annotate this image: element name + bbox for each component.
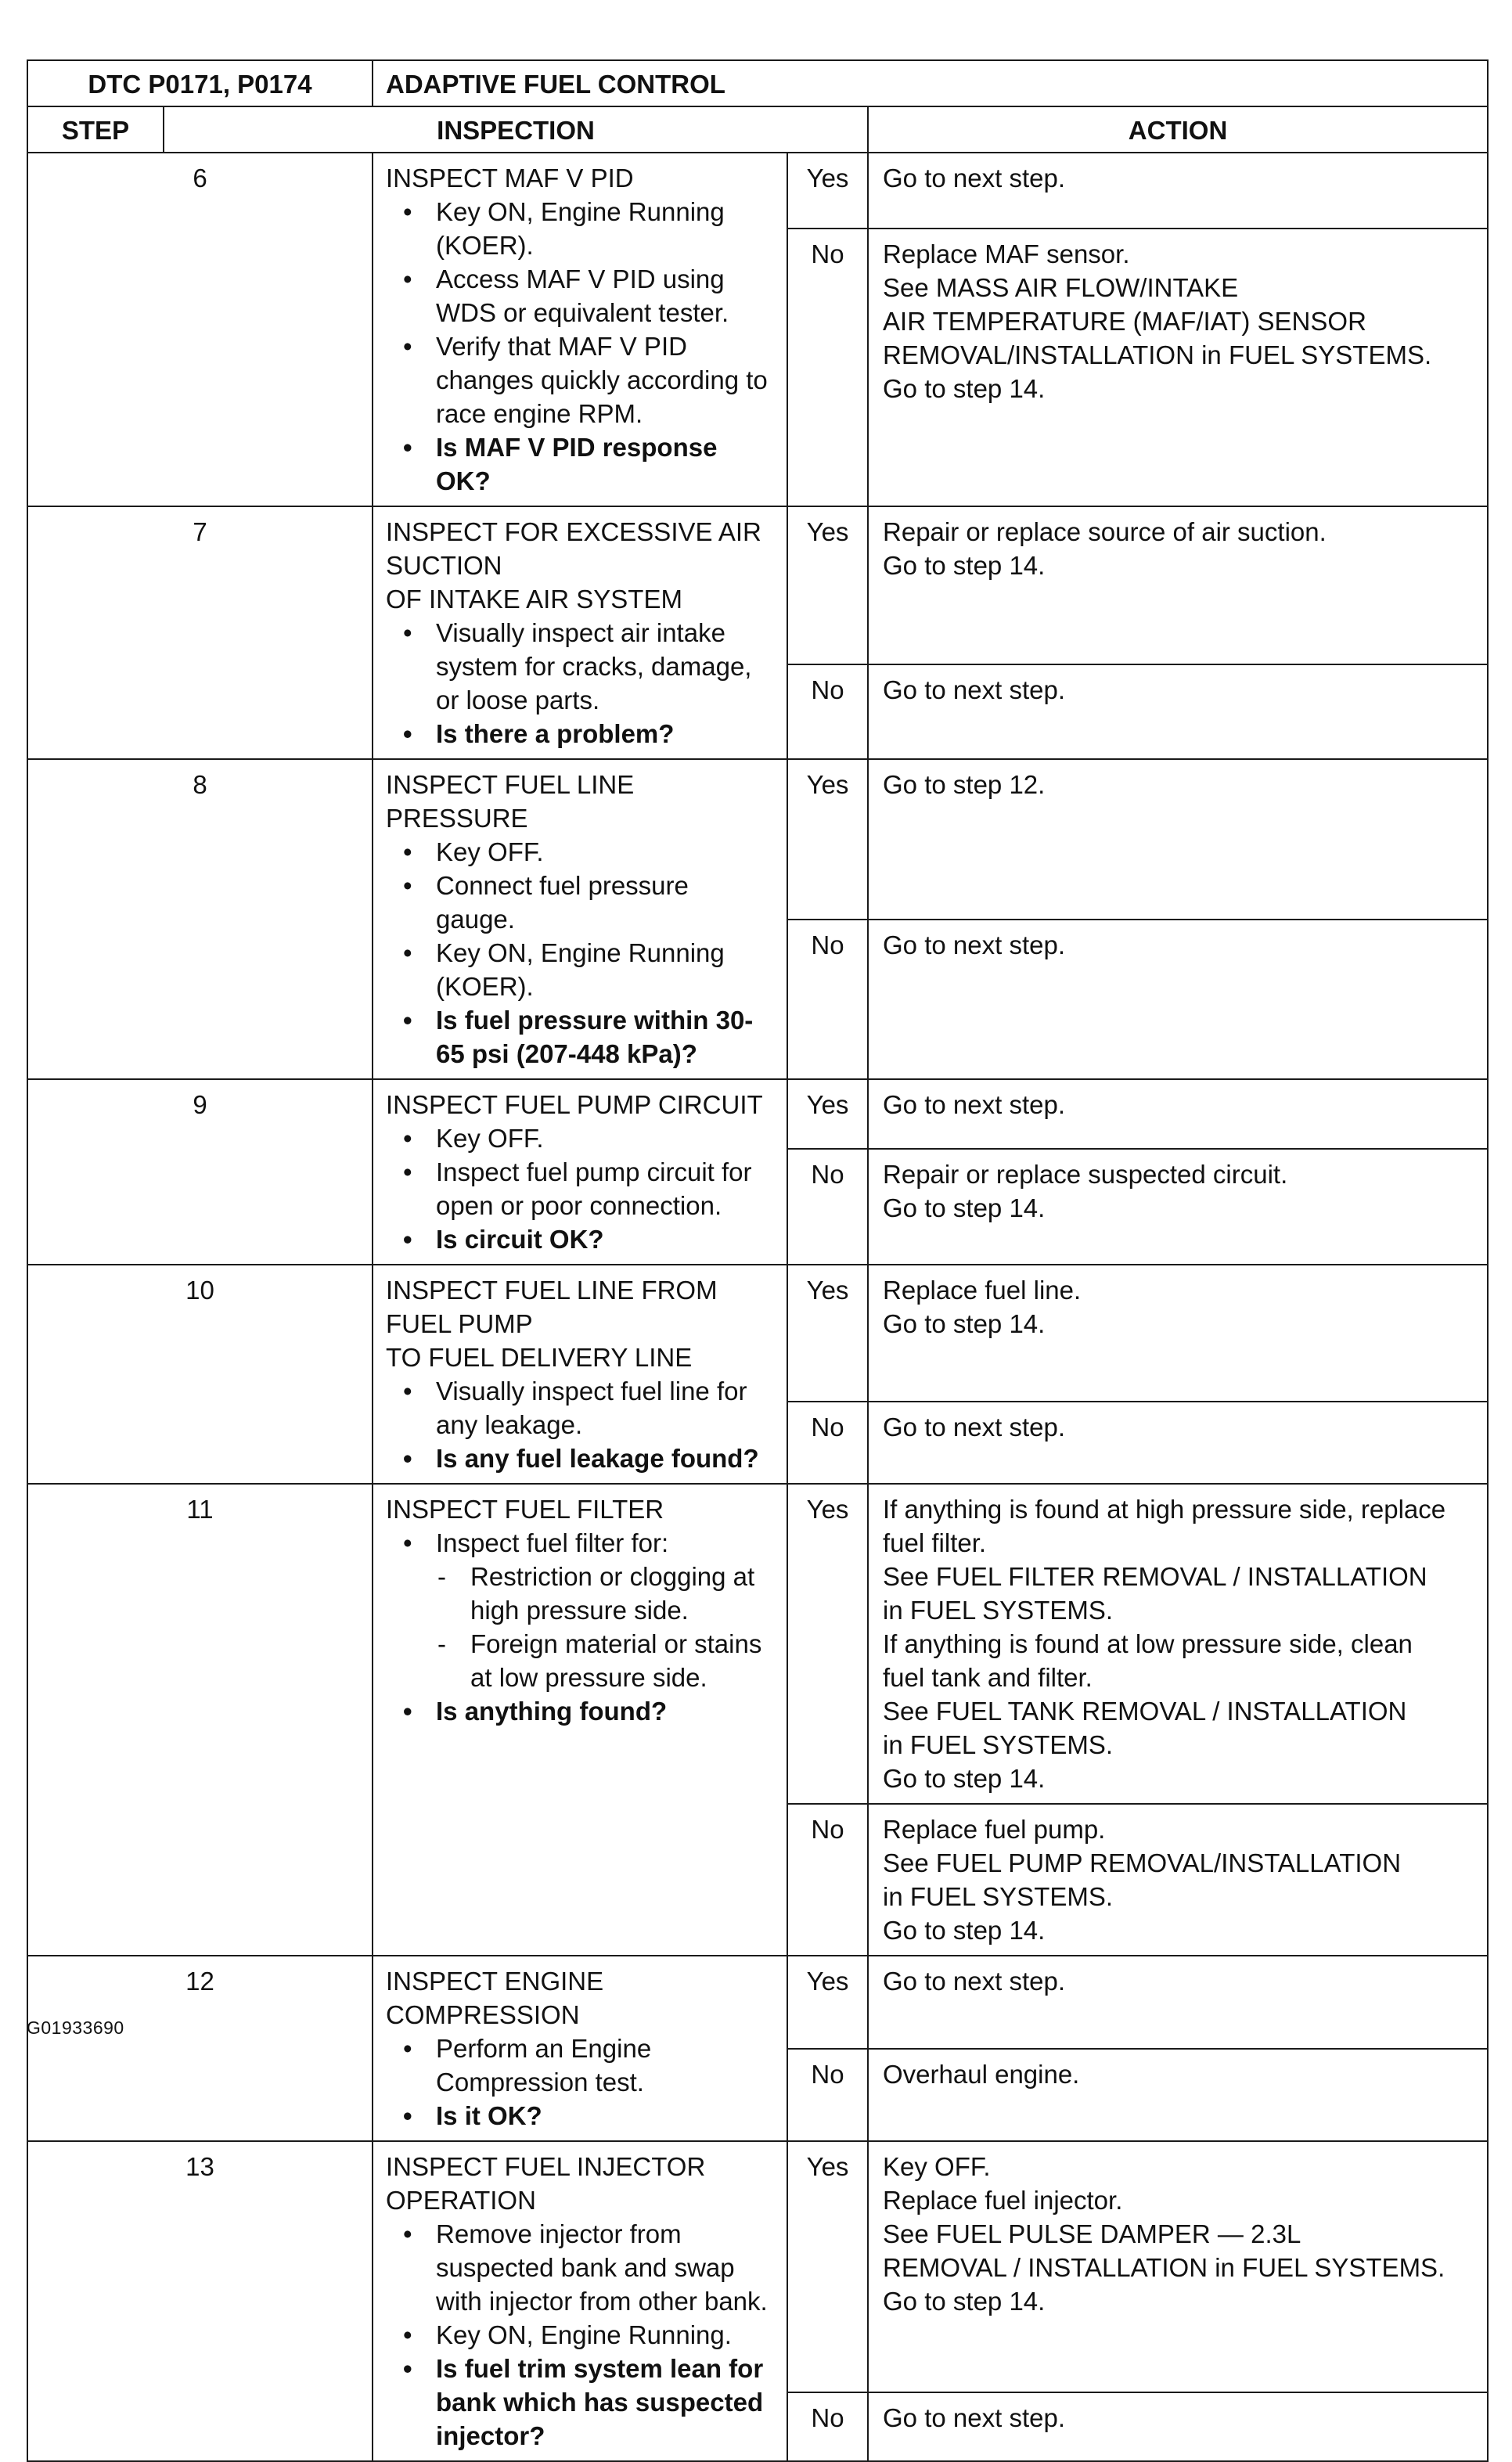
- action-line: See MASS AIR FLOW/INTAKE: [883, 273, 1239, 303]
- inspection-item-text: Key OFF.: [436, 837, 544, 866]
- no-action: [868, 229, 1488, 506]
- inspection-bullets: [386, 1526, 772, 1728]
- action-line: If anything is found at low pressure side, clean: [883, 1629, 1413, 1658]
- step-number: 6: [27, 153, 373, 506]
- action-line: Go to step 14.: [883, 1309, 1046, 1338]
- action-line: fuel tank and filter.: [883, 1663, 1093, 1692]
- step-row: [27, 153, 1488, 229]
- yes-action: [868, 1079, 1488, 1149]
- no-action: [868, 2049, 1488, 2142]
- inspection-title: INSPECT ENGINE COMPRESSION: [386, 1967, 604, 2029]
- inspection-question: • Is fuel trim system lean for bank which has suspected injector?: [386, 2352, 772, 2453]
- yes-action: [868, 1484, 1488, 1804]
- inspection-item: [386, 195, 772, 262]
- step-row: [27, 759, 1488, 920]
- no-action: [868, 2392, 1488, 2461]
- action-line: Go to step 14.: [883, 374, 1046, 404]
- inspection-question: • Is anything found?: [386, 1694, 772, 1728]
- yes-label: Yes: [787, 759, 868, 920]
- yes-label: Yes: [787, 1265, 868, 1402]
- inspection-bullets: [386, 616, 772, 750]
- inspection-bullets: [386, 2217, 772, 2453]
- yes-label: Yes: [787, 2141, 868, 2392]
- step-number: 12: [27, 1956, 373, 2141]
- inspection-bullets: [386, 1374, 772, 1475]
- action-line: Go to step 12.: [883, 770, 1046, 799]
- action-line: Go to next step.: [883, 1412, 1065, 1442]
- action-line: Go to next step.: [883, 1090, 1065, 1119]
- action-line: in FUEL SYSTEMS.: [883, 1596, 1114, 1625]
- inspection-item-text: Key ON, Engine Running (KOER).: [436, 197, 725, 260]
- step-number: 8: [27, 759, 373, 1079]
- inspection-item-text: Key ON, Engine Running.: [436, 2320, 732, 2349]
- no-label: No: [787, 920, 868, 1080]
- column-header-row: [27, 106, 1488, 153]
- step-number: 13: [27, 2141, 373, 2461]
- yes-action: [868, 153, 1488, 229]
- inspection-item: [386, 936, 772, 1003]
- yes-label: Yes: [787, 1956, 868, 2049]
- inspection-question: • Is it OK?: [386, 2099, 772, 2133]
- inspection-subitem: - Foreign material or stains at low pressure side.: [436, 1627, 772, 1694]
- inspection-title: OF INTAKE AIR SYSTEM: [386, 585, 682, 614]
- inspection-item-text: Remove injector from suspected bank and swap with injector from other bank.: [436, 2219, 768, 2316]
- inspection-title: INSPECT FUEL LINE FROM FUEL PUMP: [386, 1276, 718, 1338]
- action-line: in FUEL SYSTEMS.: [883, 1730, 1114, 1759]
- inspection-item-text: Inspect fuel pump circuit for open or poor connection.: [436, 1157, 752, 1220]
- inspection-item: [386, 1155, 772, 1222]
- yes-action: [868, 2141, 1488, 2392]
- inspection-cell: [373, 759, 787, 1079]
- step-row: [27, 2141, 1488, 2392]
- yes-label: Yes: [787, 506, 868, 664]
- inspection-question: • Is fuel pressure within 30-65 psi (207-448 kPa)?: [386, 1003, 772, 1071]
- action-line: fuel filter.: [883, 1528, 987, 1557]
- inspection-item-text: Visually inspect fuel line for any leakage.: [436, 1377, 747, 1439]
- inspection-item: [386, 329, 772, 430]
- inspection-question: • Is MAF V PID response OK?: [386, 430, 772, 498]
- inspection-cell: [373, 506, 787, 759]
- action-line: Go to step 14.: [883, 2287, 1046, 2316]
- inspection-item: [386, 262, 772, 329]
- inspection-item: [386, 2217, 772, 2318]
- inspection-cell: [373, 1956, 787, 2141]
- inspection-title: INSPECT FOR EXCESSIVE AIR SUCTION: [386, 517, 761, 580]
- action-line: Go to next step.: [883, 930, 1065, 959]
- inspection-item: [386, 869, 772, 936]
- action-line: See FUEL PUMP REMOVAL/INSTALLATION: [883, 1848, 1402, 1877]
- step-number: 11: [27, 1484, 373, 1956]
- inspection-title: INSPECT MAF V PID: [386, 164, 634, 193]
- step-number: 7: [27, 506, 373, 759]
- inspection-subitems: [436, 1560, 772, 1694]
- action-line: Replace fuel line.: [883, 1276, 1082, 1305]
- inspection-bullets: [386, 195, 772, 498]
- action-line: Key OFF.: [883, 2152, 991, 2181]
- inspection-item-text: Verify that MAF V PID changes quickly according to race engine RPM.: [436, 332, 768, 428]
- step-row: [27, 1265, 1488, 1402]
- yes-action: [868, 759, 1488, 920]
- figure-code: G01933690: [27, 2017, 124, 2038]
- step-number: 10: [27, 1265, 373, 1484]
- no-label: No: [787, 1149, 868, 1265]
- inspection-title: INSPECT FUEL PUMP CIRCUIT: [386, 1090, 763, 1119]
- action-line: Replace fuel injector.: [883, 2186, 1123, 2215]
- no-action: [868, 664, 1488, 759]
- inspection-bullets: [386, 1121, 772, 1256]
- inspection-item-text: Key ON, Engine Running (KOER).: [436, 938, 725, 1001]
- no-label: No: [787, 2392, 868, 2461]
- action-line: Go to step 14.: [883, 1764, 1046, 1793]
- action-line: REMOVAL/INSTALLATION in FUEL SYSTEMS.: [883, 340, 1432, 370]
- action-line: AIR TEMPERATURE (MAF/IAT) SENSOR: [883, 307, 1366, 337]
- inspection-cell: [373, 1484, 787, 1956]
- inspection-item-text: Connect fuel pressure gauge.: [436, 871, 689, 934]
- step-row: [27, 1484, 1488, 1804]
- inspection-column-header: INSPECTION: [164, 106, 868, 153]
- step-number: 9: [27, 1079, 373, 1265]
- inspection-item-text: Access MAF V PID using WDS or equivalent tester.: [436, 265, 729, 327]
- inspection-item: [386, 1526, 772, 1694]
- inspection-bullets: [386, 835, 772, 1071]
- inspection-item: [386, 1374, 772, 1442]
- step-row: [27, 1956, 1488, 2049]
- action-line: Go to step 14.: [883, 1916, 1046, 1945]
- inspection-item: [386, 2318, 772, 2352]
- no-action: [868, 1804, 1488, 1956]
- action-line: Go to step 14.: [883, 1193, 1046, 1223]
- inspection-cell: [373, 1265, 787, 1484]
- step-row: [27, 506, 1488, 664]
- inspection-item-text: Visually inspect air intake system for cracks, damage, or loose parts.: [436, 618, 752, 714]
- inspection-item-text: Key OFF.: [436, 1124, 544, 1153]
- no-label: No: [787, 664, 868, 759]
- inspection-item: [386, 835, 772, 869]
- action-line: Go to next step.: [883, 675, 1065, 704]
- table-title: ADAPTIVE FUEL CONTROL: [373, 60, 1488, 106]
- action-line: Repair or replace source of air suction.: [883, 517, 1327, 546]
- action-line: See FUEL FILTER REMOVAL / INSTALLATION: [883, 1562, 1427, 1591]
- inspection-question: • Is there a problem?: [386, 717, 772, 750]
- diagnostic-table: [27, 59, 1489, 2462]
- yes-action: [868, 1956, 1488, 2049]
- action-line: Overhaul engine.: [883, 2059, 1080, 2089]
- inspection-item-text: Perform an Engine Compression test.: [436, 2034, 652, 2097]
- action-line: If anything is found at high pressure side, replace: [883, 1495, 1446, 1524]
- inspection-item-text: Inspect fuel filter for:: [436, 1528, 669, 1557]
- yes-label: Yes: [787, 1079, 868, 1149]
- action-line: Repair or replace suspected circuit.: [883, 1160, 1288, 1190]
- inspection-cell: [373, 1079, 787, 1265]
- action-line: Go to next step.: [883, 164, 1065, 193]
- action-line: Replace MAF sensor.: [883, 239, 1130, 269]
- no-label: No: [787, 229, 868, 506]
- yes-action: [868, 1265, 1488, 1402]
- inspection-bullets: [386, 2032, 772, 2133]
- action-line: See FUEL TANK REMOVAL / INSTALLATION: [883, 1697, 1407, 1726]
- step-column-header: STEP: [27, 106, 164, 153]
- action-line: See FUEL PULSE DAMPER — 2.3L: [883, 2219, 1301, 2248]
- no-label: No: [787, 1402, 868, 1484]
- action-line: Replace fuel pump.: [883, 1815, 1106, 1844]
- inspection-title: INSPECT FUEL LINE PRESSURE: [386, 770, 635, 833]
- no-label: No: [787, 1804, 868, 1956]
- yes-action: [868, 506, 1488, 664]
- action-line: Go to next step.: [883, 1967, 1065, 1996]
- yes-label: Yes: [787, 153, 868, 229]
- inspection-title: INSPECT FUEL INJECTOR OPERATION: [386, 2152, 706, 2215]
- no-action: [868, 1149, 1488, 1265]
- dtc-code-label: DTC P0171, P0174: [27, 60, 373, 106]
- action-line: Go to next step.: [883, 2403, 1065, 2432]
- inspection-cell: [373, 153, 787, 506]
- action-line: Go to step 14.: [883, 551, 1046, 580]
- inspection-cell: [373, 2141, 787, 2461]
- inspection-question: • Is any fuel leakage found?: [386, 1442, 772, 1475]
- table-title-row: [27, 60, 1488, 106]
- action-line: REMOVAL / INSTALLATION in FUEL SYSTEMS.: [883, 2253, 1445, 2282]
- inspection-item: [386, 2032, 772, 2099]
- inspection-question: • Is circuit OK?: [386, 1222, 772, 1256]
- inspection-item: [386, 616, 772, 717]
- inspection-title: TO FUEL DELIVERY LINE: [386, 1343, 693, 1372]
- inspection-subitem: - Restriction or clogging at high pressure side.: [436, 1560, 772, 1627]
- step-row: [27, 1079, 1488, 1149]
- yes-label: Yes: [787, 1484, 868, 1804]
- no-action: [868, 920, 1488, 1080]
- procedure-document: [27, 59, 1487, 2462]
- inspection-title: INSPECT FUEL FILTER: [386, 1495, 664, 1524]
- action-column-header: ACTION: [868, 106, 1488, 153]
- action-line: in FUEL SYSTEMS.: [883, 1882, 1114, 1911]
- no-action: [868, 1402, 1488, 1484]
- no-label: No: [787, 2049, 868, 2142]
- inspection-item: [386, 1121, 772, 1155]
